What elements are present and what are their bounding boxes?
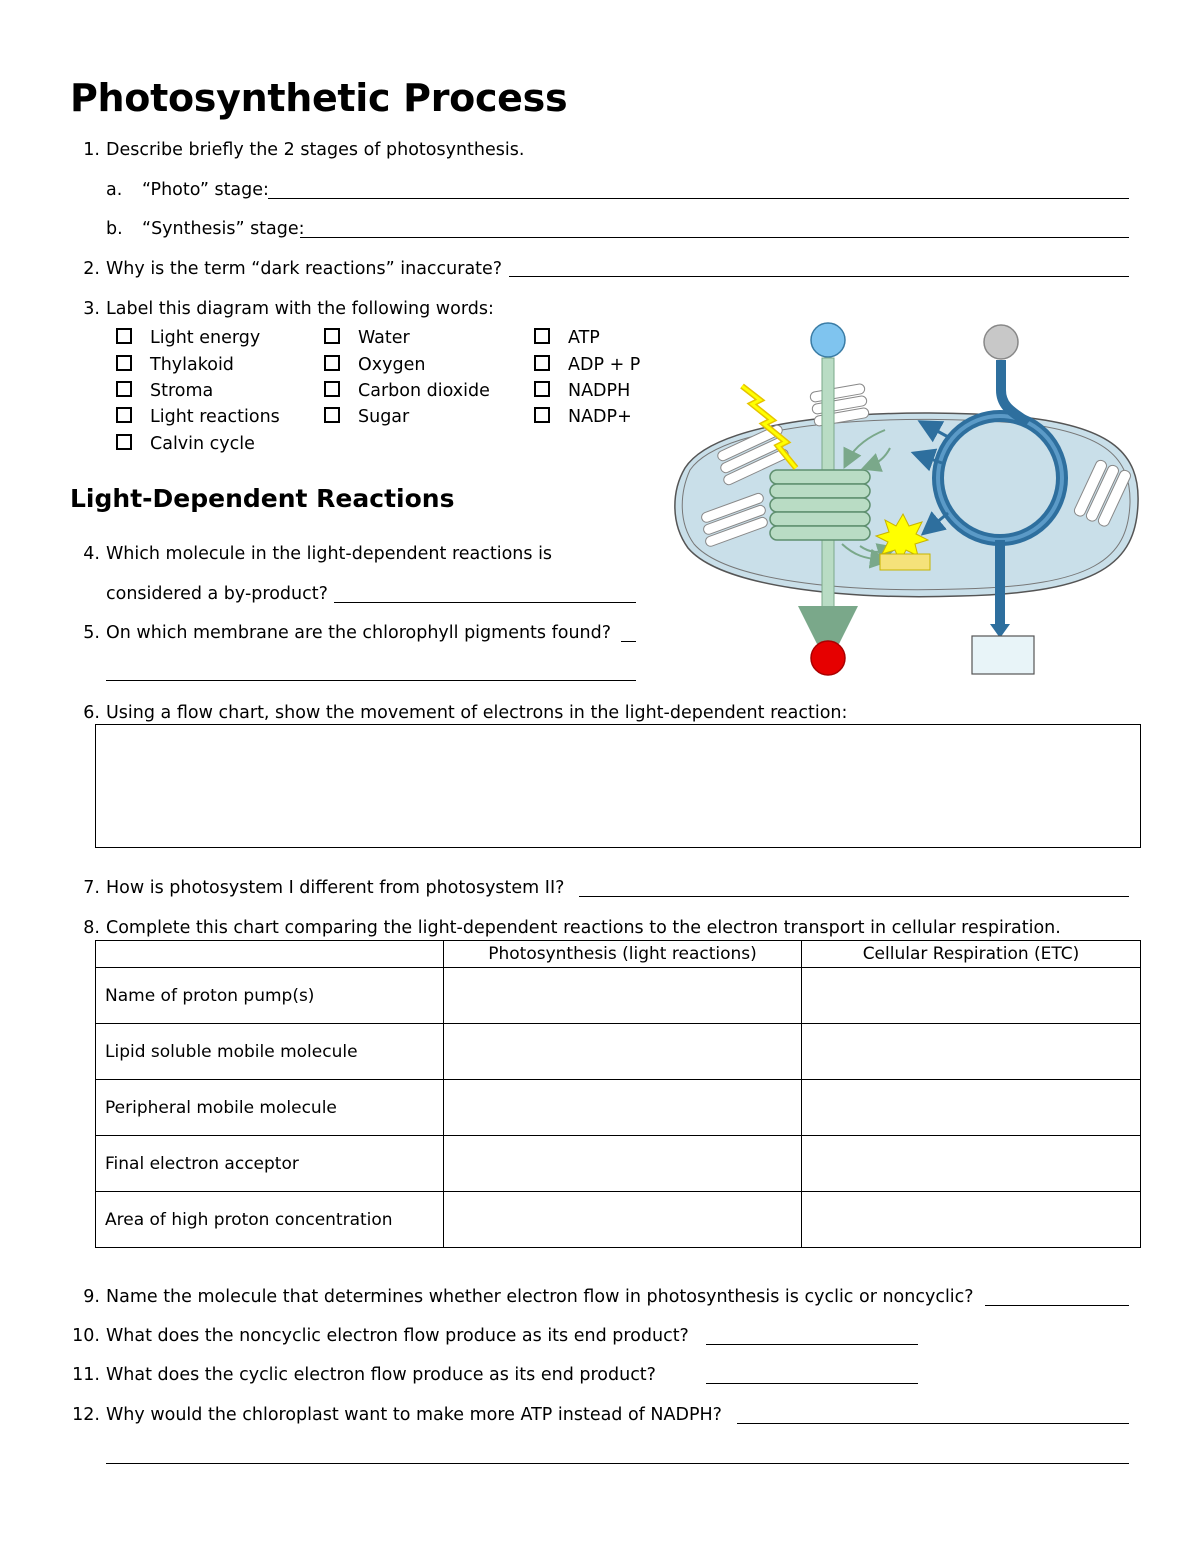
table-header-row [96,941,1141,968]
answer-cell[interactable] [444,1024,802,1080]
checkbox-icon[interactable] [116,434,132,450]
answer-cell[interactable] [444,1080,802,1136]
checkbox-icon[interactable] [324,355,340,371]
word-bank-item[interactable]: NADP+ [534,407,632,427]
checkbox-icon[interactable] [116,355,132,371]
answer-cell[interactable] [802,1080,1141,1136]
question-number: 1. [83,140,100,160]
page-title: Photosynthetic Process [70,76,568,120]
question-text: What does the cyclic electron flow produce as its end product? [106,1365,656,1385]
answer-cell[interactable] [802,1136,1141,1192]
question-text: How is photosystem I different from photosystem II? [106,878,565,898]
word-bank-item[interactable]: ATP [534,328,600,348]
word-bank-item[interactable]: Oxygen [324,355,425,375]
checkbox-icon[interactable] [534,355,550,371]
question-text: Why would the chloroplast want to make more ATP instead of NADPH? [106,1405,722,1425]
checkbox-icon[interactable] [116,407,132,423]
table-row [96,968,1141,1024]
word-bank-item[interactable]: Sugar [324,407,409,427]
question-text: Which molecule in the light-dependent reactions is [106,544,553,564]
question-number: 8. [83,918,100,938]
question-text: Complete this chart comparing the light-dependent reactions to the electron transport in cellular respiration. [106,918,1061,938]
question-number: 3. [83,299,100,319]
answer-cell[interactable] [802,1192,1141,1248]
section-title: Light-Dependent Reactions [70,484,455,513]
answer-line-5b[interactable] [106,680,636,681]
question-number: 4. [83,544,100,564]
answer-line-12b[interactable] [106,1463,1129,1464]
question-number: 9. [83,1287,100,1307]
checkbox-icon[interactable] [534,407,550,423]
word-bank-item[interactable]: Carbon dioxide [324,381,490,401]
answer-line-1b[interactable] [300,237,1129,238]
answer-cell[interactable] [444,1192,802,1248]
checkbox-icon[interactable] [534,381,550,397]
input-circle-left [811,323,845,357]
flow-chart-answer-box[interactable] [95,724,1141,848]
word-bank-item[interactable]: Light energy [116,328,260,348]
sub-label: b. [106,219,123,239]
question-text: Describe briefly the 2 stages of photosynthesis. [106,140,525,160]
answer-cell[interactable] [802,968,1141,1024]
answer-line-2[interactable] [509,276,1129,277]
word-bank-item[interactable]: NADPH [534,381,630,401]
checkbox-icon[interactable] [324,381,340,397]
table-row [96,1080,1141,1136]
word-bank-item[interactable]: Light reactions [116,407,280,427]
table-header: Photosynthesis (light reactions) [444,941,802,968]
answer-line-11[interactable] [706,1383,918,1384]
answer-line-9[interactable] [985,1305,1129,1306]
answer-cell[interactable] [444,1136,802,1192]
word-bank-item[interactable]: Stroma [116,381,213,401]
checkbox-icon[interactable] [116,328,132,344]
answer-line-5a[interactable] [621,641,636,642]
energy-rect [880,554,930,570]
answer-line-1a[interactable] [268,198,1129,199]
input-circle-right [984,325,1018,359]
question-text: What does the noncyclic electron flow produce as its end product? [106,1326,689,1346]
checkbox-icon[interactable] [324,328,340,344]
answer-line-7[interactable] [579,896,1129,897]
question-number: 6. [83,703,100,723]
row-label: Name of proton pump(s) [96,968,444,1024]
row-label: Peripheral mobile molecule [96,1080,444,1136]
answer-line-12a[interactable] [737,1423,1129,1424]
answer-cell[interactable] [444,968,802,1024]
sub-text: “Photo” stage: [142,180,269,200]
sub-text: “Synthesis” stage: [142,219,305,239]
checkbox-icon[interactable] [116,381,132,397]
answer-line-10[interactable] [706,1344,918,1345]
table-row [96,1136,1141,1192]
question-text: On which membrane are the chlorophyll pigments found? [106,623,612,643]
row-label: Area of high proton concentration [96,1192,444,1248]
sub-label: a. [106,180,123,200]
question-number: 2. [83,259,100,279]
row-label: Final electron acceptor [96,1136,444,1192]
output-circle-red [811,641,845,675]
table-header: Cellular Respiration (ETC) [802,941,1141,968]
question-number: 12. [72,1405,100,1425]
answer-cell[interactable] [802,1024,1141,1080]
word-bank-item[interactable]: Thylakoid [116,355,234,375]
answer-line-4[interactable] [334,602,636,603]
checkbox-icon[interactable] [324,407,340,423]
table-header [96,941,444,968]
thylakoid-stack [770,470,870,540]
output-box [972,636,1034,674]
word-bank-item[interactable]: ADP + P [534,355,640,375]
question-4-line2: considered a by-product? [106,584,328,604]
table-row [96,1192,1141,1248]
question-text: Why is the term “dark reactions” inaccurate? [106,259,503,279]
question-number: 5. [83,623,100,643]
question-number: 7. [83,878,100,898]
checkbox-icon[interactable] [534,328,550,344]
chloroplast-diagram [660,318,1150,682]
question-number: 11. [72,1365,100,1385]
word-bank-item[interactable]: Calvin cycle [116,434,255,454]
question-text: Using a flow chart, show the movement of electrons in the light-dependent reaction: [106,703,848,723]
table-row [96,1024,1141,1080]
row-label: Lipid soluble mobile molecule [96,1024,444,1080]
question-number: 10. [72,1326,100,1346]
question-text: Name the molecule that determines whether electron flow in photosynthesis is cyclic or noncyclic? [106,1287,974,1307]
question-text: Label this diagram with the following words: [106,299,494,319]
word-bank-item[interactable]: Water [324,328,410,348]
comparison-table [95,940,1141,1248]
